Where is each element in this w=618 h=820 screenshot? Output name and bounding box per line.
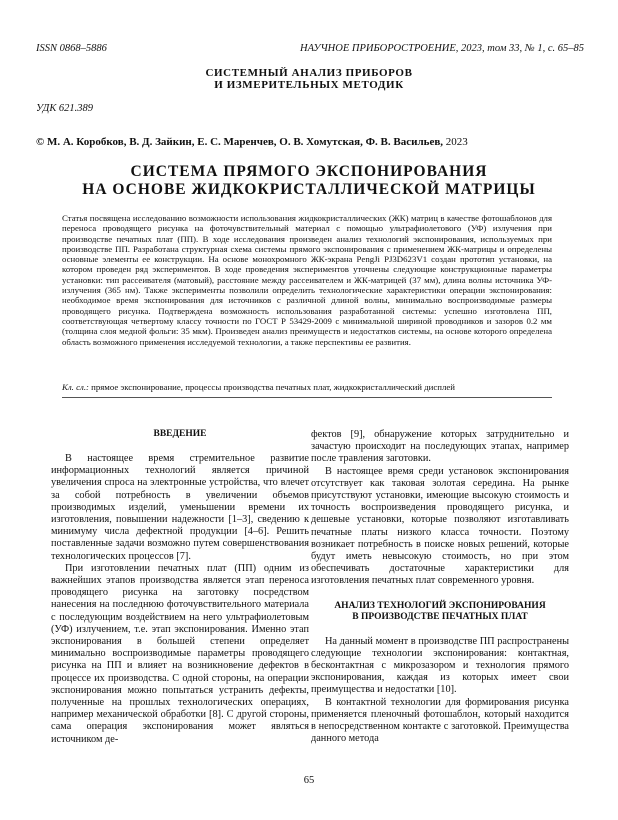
analysis-heading <box>311 601 569 623</box>
paragraph-continuation: фектов [9], обнаружение которых затруднительно и зачастую происходит на последующих этапах, например после травления заготовки. <box>311 429 569 465</box>
divider <box>62 397 552 398</box>
paragraph: В контактной технологии для формирования рисунка применяется пленочный фотошаблон, который находится в непосредственном контакте с заготовкой. Преимущества данного метода <box>311 696 569 745</box>
paragraph: При изготовлении печатных плат (ПП) одним из важнейших этапов производства является этап переноса проводящего рисунка на заготовку посредством нанесения на последнюю фоточувствительного материала с последующим воздействием на него ультрафиолетовым (УФ) излучением, т.е. этап экспонирования. Именно этап экспонирования в большей степени определяет минимально воспроизводимые параметры проводящего рисунка на ПП и влияет на возникновение дефектов в процессе их производства. С одной стороны, на операции экспонирования можно попытаться устранить дефекты, полученные на прошлых технологических операциях, например механической обработки [8]. С другой стороны, сама операция экспонирования может являться источником де- <box>51 562 309 745</box>
title-line-1: СИСТЕМА ПРЯМОГО ЭКСПОНИРОВАНИЯ <box>130 163 488 180</box>
abstract: Статья посвящена исследованию возможности использования жидкокристаллических (ЖК) матриц в качестве фотошаблонов для переноса проводящего рисунка на фоточувствительный материал с помощью ультрафиолетового (УФ) излучения при производстве печатных плат (ПП). В ходе исследования произведен анализ технологий экспонирования, используемых при производстве ПП. Разработана структурная схема системы прямого экспонирования с применением ЖК-матрицы и определены основные элементы ее конструкции. На основе монохромного ЖК-экрана PengJi PJ3D623V1 создан прототип установки, на котором проведен ряд экспериментов. В ходе проведения экспериментов уточнены следующие конструкционные параметры установки: тип рассеивателя (матовый), расстояние между рассеивателем и ЖК-матрицей (37 мм), длина волны источника УФ-излучения (365 нм). Также эксперименты позволили определить технологические характеристики операции экспонирования: необходимое время экспонирования для источников с различной длиной волны, минимально воспроизводимые размеры проводящего рисунка. Подтверждена возможность использования разработанной системы: успешно изготовлена ПП, соответствующая четвертому классу точности по ГОСТ Р 53429-2009 с минимальной шириной проводников и зазоров 0.2 мм (толщина слоя медной фольги: 35 мкм). Произведен анализ преимуществ и недостатков системы, на основе которого определена область возможного применения исследуемой технологии, а также перспективы ее развития. <box>62 213 552 347</box>
left-column <box>51 429 309 746</box>
keywords-text: прямое экспонирование, процессы производства печатных плат, жидкокристаллический дисплей <box>88 382 455 392</box>
analysis-heading-line-2: В ПРОИЗВОДСТВЕ ПЕЧАТНЫХ ПЛАТ <box>352 611 528 622</box>
authors <box>36 136 596 148</box>
keywords <box>62 382 552 392</box>
paper-title <box>0 163 618 199</box>
issn: ISSN 0868–5886 <box>36 43 107 54</box>
paragraph: В настоящее время среди установок экспонирования отсутствует как таковая золотая середина. На рынке присутствуют установки, имеющие высокую стоимость и точность воспроизведения проводящего рисунка, и дешевые установки, которые позволяют изготавливать печатные платы низкого класса точности. Поэтому возникает потребность в поиске новых решений, которые будут иметь невысокую стоимость, но при этом обеспечивать достаточные характеристики для изготовления печатных плат современного уровня. <box>311 465 569 587</box>
journal-citation: НАУЧНОЕ ПРИБОРОСТРОЕНИЕ, 2023, том 33, № 1, с. 65–85 <box>300 43 584 54</box>
section-heading <box>0 67 618 91</box>
paragraph: На данный момент в производстве ПП распространены следующие технологии экспонирования: контактная, бесконтактная с микрозазором и технология прямого экспонирования, каждая из которых имеет свои преимущества и недостатки [10]. <box>311 635 569 696</box>
right-column <box>311 429 569 745</box>
author-names: © М. А. Коробков, В. Д. Зайкин, Е. С. Маренчев, О. В. Хомутская, Ф. В. Васильев, <box>36 136 444 148</box>
intro-heading: ВВЕДЕНИЕ <box>153 429 207 439</box>
paragraph: В настоящее время стремительное развитие информационных технологий является причиной увеличения спроса на электронные устройства, что влечет за собой потребность в увеличении объемов производимых изделий, уменьшении времени их изготовления, повышении надежности [1–3], сведению к минимуму числа дефектной продукции [4–6]. Решить поставленные задачи возможно путем совершенствования технологических процессов [7]. <box>51 453 309 562</box>
section-line-1: СИСТЕМНЫЙ АНАЛИЗ ПРИБОРОВ <box>205 67 413 79</box>
title-line-2: НА ОСНОВЕ ЖИДКОКРИСТАЛЛИЧЕСКОЙ МАТРИЦЫ <box>82 181 536 198</box>
udk-code: УДК 621.389 <box>36 103 94 114</box>
section-line-2: И ИЗМЕРИТЕЛЬНЫХ МЕТОДИК <box>214 79 404 91</box>
copyright-year: 2023 <box>443 136 468 148</box>
page-number: 65 <box>303 775 315 786</box>
analysis-heading-line-1: АНАЛИЗ ТЕХНОЛОГИЙ ЭКСПОНИРОВАНИЯ <box>334 600 546 611</box>
keywords-label: Кл. сл.: <box>62 382 89 392</box>
